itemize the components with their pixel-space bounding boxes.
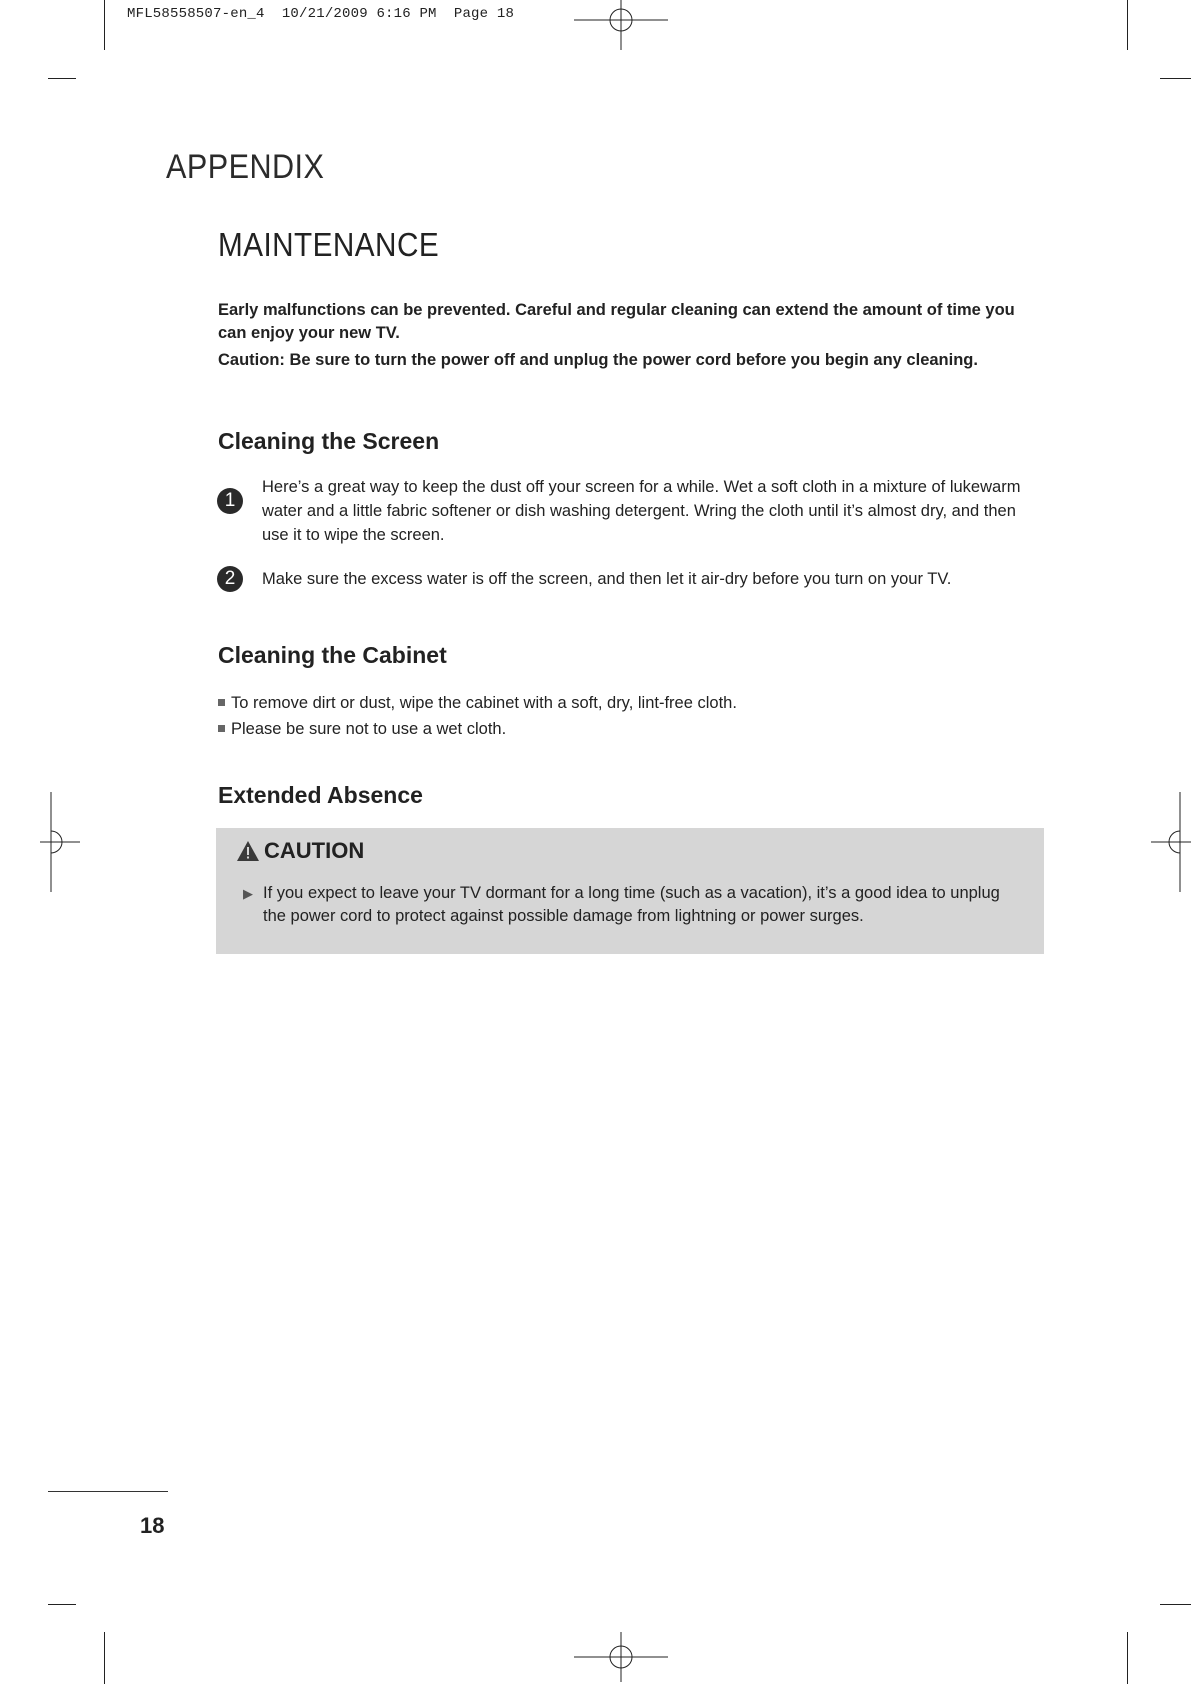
list-item [218,718,506,740]
arrow-bullet-icon: ▶ [243,886,253,901]
caution-label: CAUTION [264,838,365,863]
page-number-rule [48,1491,168,1492]
registration-mark-bottom [574,1632,668,1682]
warning-icon [236,840,260,862]
registration-mark-right [1151,792,1191,892]
step-number-2: 2 [217,566,243,592]
bullet-text-2: Please be sure not to use a wet cloth. [231,720,507,738]
crop-mark [104,1632,105,1684]
crop-mark [48,1604,76,1605]
intro-caution: Caution: Be sure to turn the power off and unplug the power cord before you begin any cleaning. [218,351,978,369]
printer-slug: MFL58558507-en_4 10/21/2009 6:16 PM Page 18 [127,6,515,22]
crop-mark [1127,1632,1128,1684]
crop-mark [104,0,105,50]
registration-mark-left [40,792,80,892]
page-title: MAINTENANCE [218,226,440,263]
step-number-1: 1 [217,488,243,514]
intro-paragraph: Early malfunctions can be prevented. Careful and regular cleaning can extend the amount of time you can enjoy your new TV. [218,301,1015,342]
square-bullet-icon [218,725,225,732]
bullet-text-1: To remove dirt or dust, wipe the cabinet with a soft, dry, lint-free cloth. [231,694,737,712]
crop-mark [48,78,76,79]
crop-mark [1127,0,1128,50]
caution-text: If you expect to leave your TV dormant for a long time (such as a vacation), it’s a good idea to unplug the power cord to protect against possible damage from lightning or power surges. [263,884,1000,925]
square-bullet-icon [218,699,225,706]
list-item [218,692,737,714]
heading-extended-absence: Extended Absence [218,782,423,808]
crop-mark [1160,1604,1191,1605]
heading-cleaning-cabinet: Cleaning the Cabinet [218,642,447,668]
step-text-1: Here’s a great way to keep the dust off your screen for a while. Wet a soft cloth in a mixture of lukewarm water and a little fabric softener or dish washing detergent. Wring the cloth until it’s almost dry, and then use it to wipe the screen. [262,478,1021,544]
page-number: 18 [140,1513,165,1538]
heading-cleaning-screen: Cleaning the Screen [218,428,440,454]
crop-mark [1160,78,1191,79]
registration-mark-top [574,0,668,50]
step-text-2: Make sure the excess water is off the screen, and then let it air-dry before you turn on your TV. [262,570,952,588]
section-label: APPENDIX [166,148,325,186]
caution-header [236,838,364,864]
